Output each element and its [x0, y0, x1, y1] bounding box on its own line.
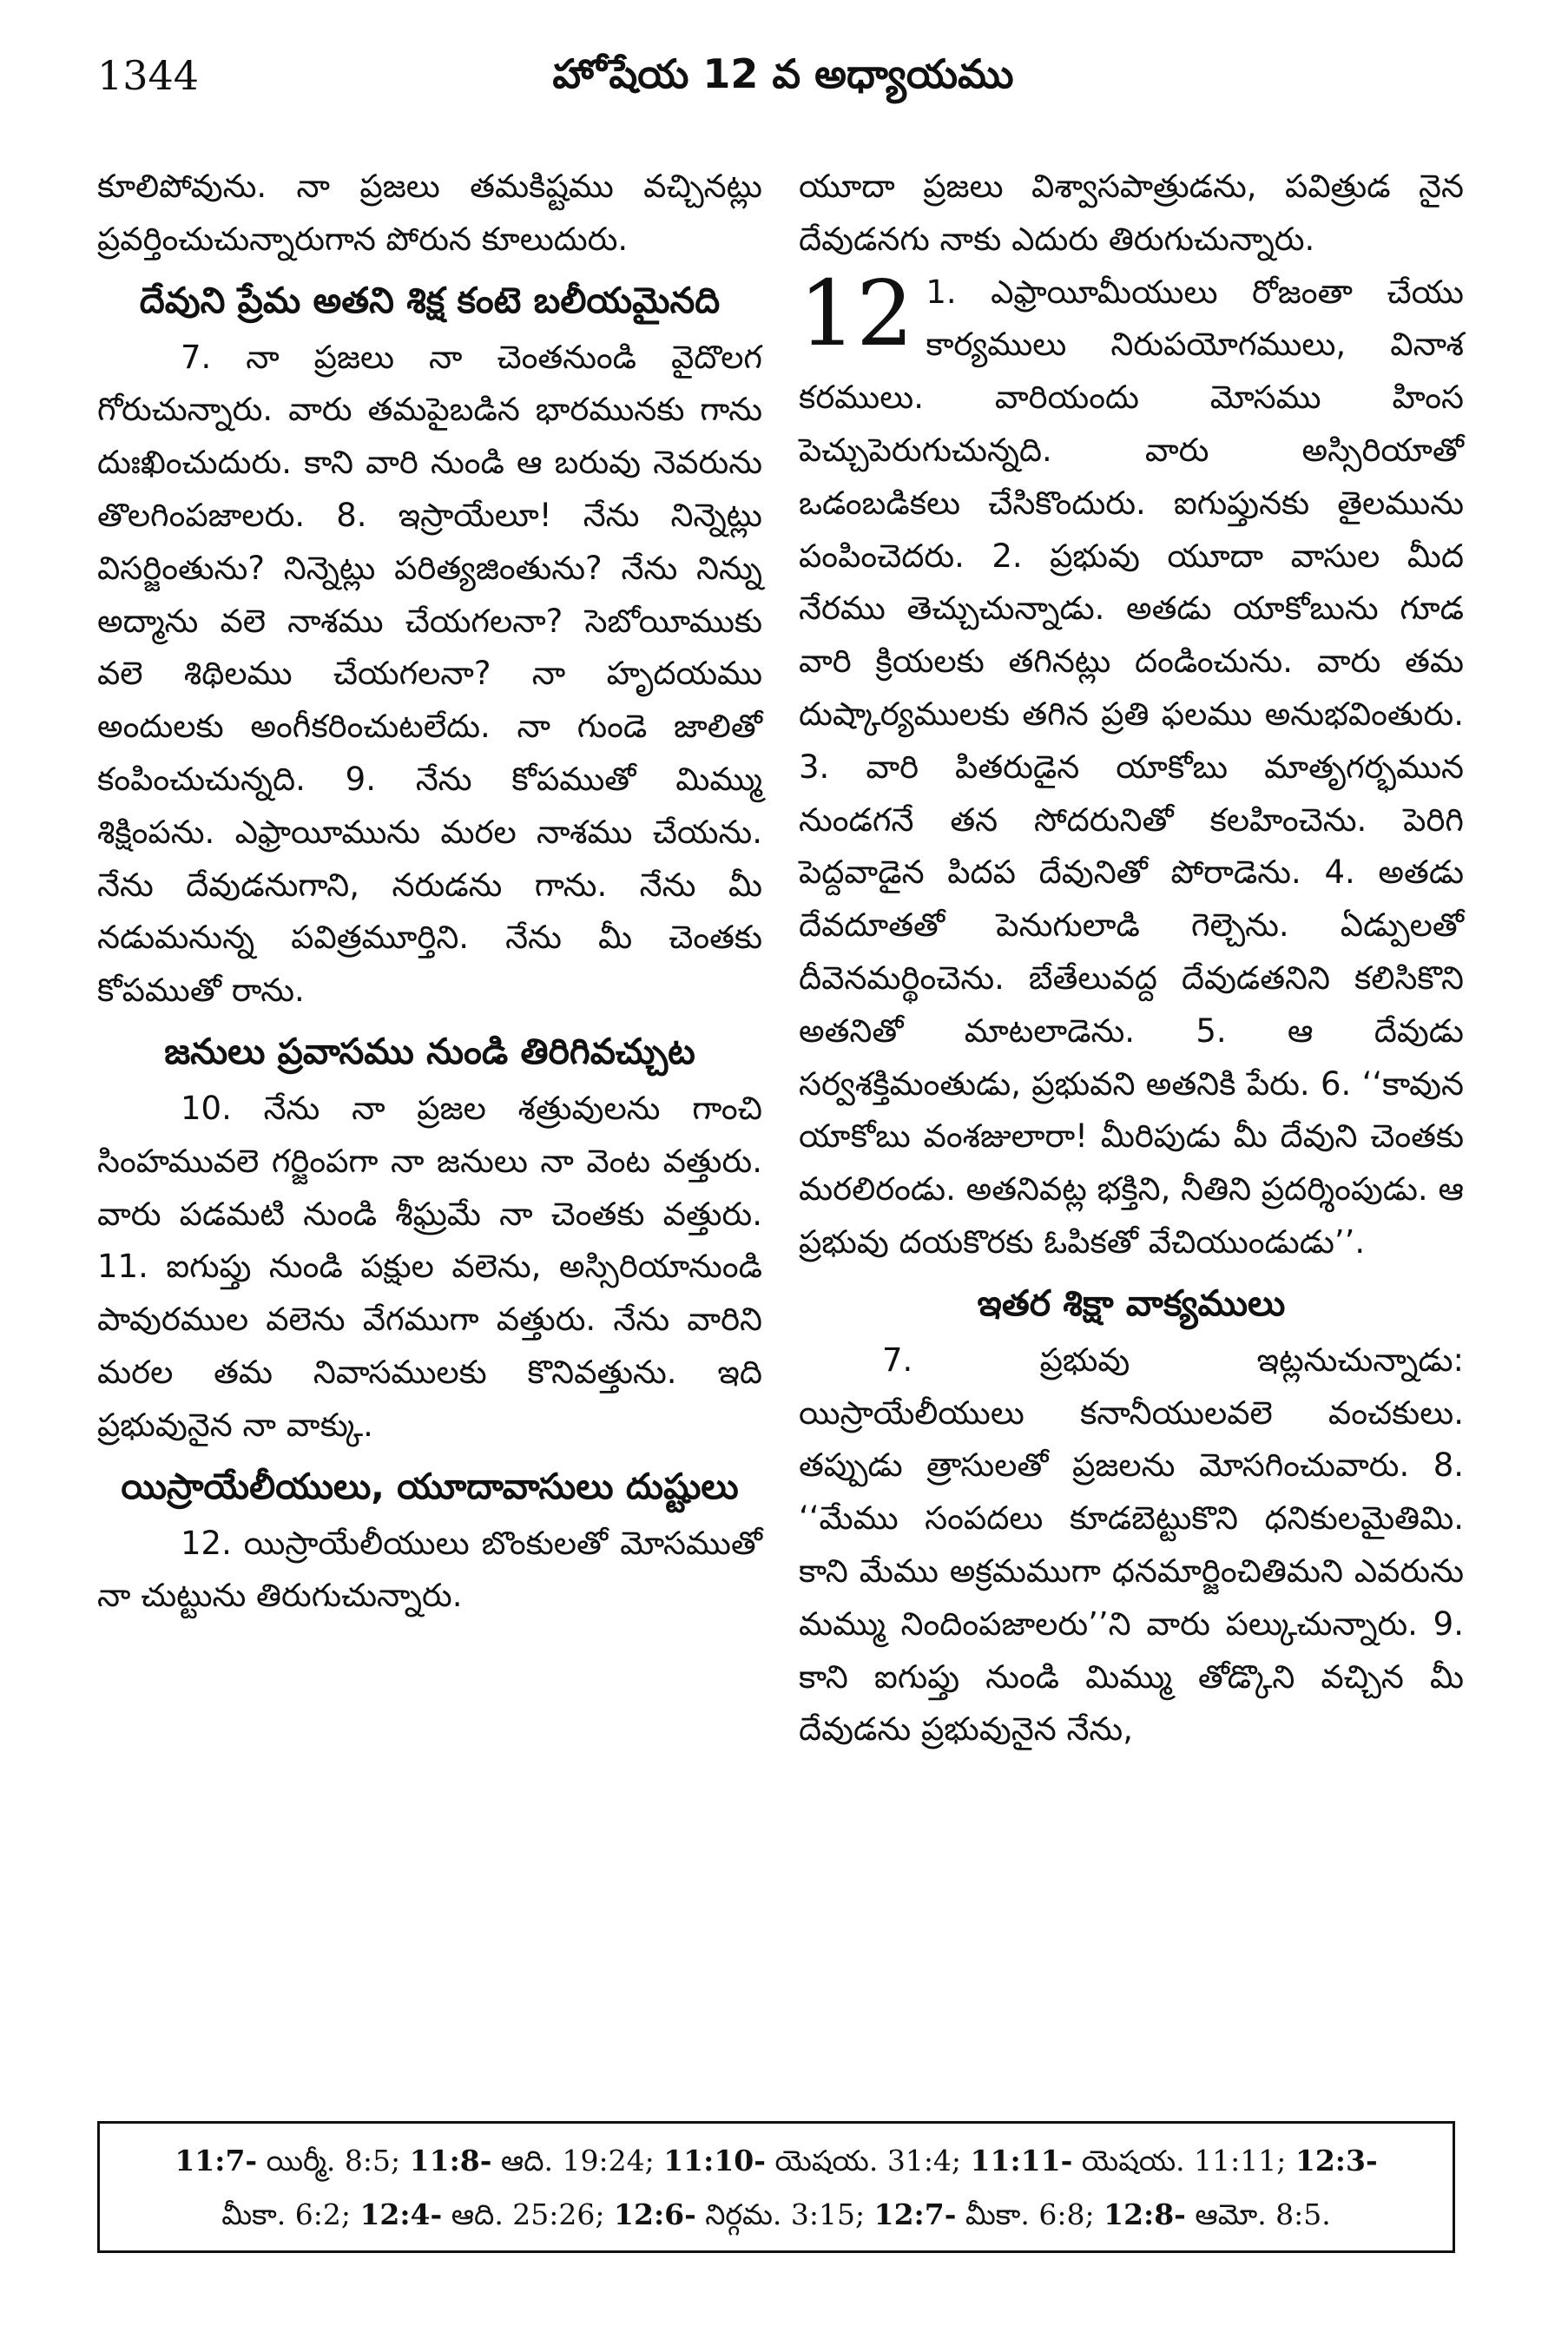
- paragraph: 7. ప్రభువు ఇట్లనుచున్నాడు: యిస్రాయేలీయులు కనానీయులవలె వంచకులు. తప్పుడు త్రాసులతో ప్రజలను మోసగించువారు. 8. ‘‘మేము సంపదలు కూడబెట్టుకొని ధనికులమైతిమి. కాని మేము అక్రమముగా ధనమార్జించితిమని ఎవరును మమ్ము నిందింపజాలరు’’ని వారు పల్కుచున్నారు. 9. కాని ఐగుప్తు నుండి మిమ్ము తోడ్కొని వచ్చిన మీ దేవుడను ప్రభువునైన నేను,: [799, 1341, 1464, 1749]
- section-heading: యిస్రాయేలీయులు, యూదావాసులు దుష్టులు: [121, 1465, 739, 1507]
- right-column: [799, 161, 1464, 1756]
- running-title: హోషేయ 12 వ అధ్యాయము: [552, 50, 1014, 97]
- footnote-text: యిర్మీ. 8:5;: [257, 2144, 410, 2177]
- footnote-text: నిర్గమ. 3:15;: [695, 2197, 874, 2231]
- paragraph: 12. యిస్రాయేలీయులు బొంకులతో మోసముతో నా చుట్టును తిరుగుచున్నారు.: [97, 1524, 762, 1615]
- footnote-ref: 11:7-: [175, 2144, 258, 2177]
- footnote-text: మీకా. 6:2;: [221, 2197, 360, 2231]
- section-heading: దేవుని ప్రేమ అతని శిక్ష కంటె బలీయమైనది: [139, 279, 721, 321]
- paragraph: 10. నేను నా ప్రజల శత్రువులను గాంచి సింహమువలె గర్జింపగా నా జనులు నా వెంట వత్తురు. వారు పడమటి నుండి శీఘ్రమే నా చెంతకు వత్తురు. 11. ఐగుప్తు నుండి పక్షుల వలెను, అస్సిరియానుండి పావురముల వలెను వేగముగా వత్తురు. నేను వారిని మరల తమ నివాసములకు కొనివత్తును. ఇది ప్రభువునైన నా వాక్కు.: [97, 1089, 762, 1444]
- paragraph: 7. నా ప్రజలు నా చెంతనుండి వైదొలగ గోరుచున్నారు. వారు తమపైబడిన భారమునకు గాను దుఃఖించుదురు. కాని వారి నుండి ఆ బరువు నెవరును తొలగింపజాలరు. 8. ఇస్రాయేలూ! నేను నిన్నెట్లు విసర్జింతును? నిన్నెట్లు పరిత్యజింతును? నేను నిన్ను అద్మాను వలె నాశము చేయగలనా? సెబోయీముకు వలె శిథిలము చేయగలనా? నా హృదయము అందులకు అంగీకరించుటలేదు. నా గుండె జాలితో కంపించుచున్నది. 9. నేను కోపముతో మిమ్ము శిక్షింపను. ఎఫ్రాయీమును మరల నాశము చేయను. నేను దేవుడనుగాని, నరుడను గాను. నేను మీ నడుమనున్న పవిత్రమూర్తిని. నేను మీ చెంతకు కోపముతో రాను.: [97, 338, 762, 1010]
- footnote-text: యెషయ. 31:4;: [765, 2144, 971, 2177]
- chapter-number: 12: [799, 260, 914, 366]
- page-number: 1344: [97, 52, 200, 99]
- footnote-text: ఆది. 25:26;: [442, 2197, 615, 2231]
- footnote-ref: 12:6-: [614, 2197, 696, 2231]
- footnotes-box: [97, 2121, 1455, 2253]
- footnote-line-1: [126, 2134, 1426, 2188]
- footnote-ref: 12:8-: [1104, 2197, 1186, 2231]
- paragraph: 1. ఎఫ్రాయీమీయులు రోజంతా చేయు కార్యములు నిరుపయోగములు, వినాశ కరములు. వారియందు మోసము హింస పెచ్చుపెరుగుచున్నది. వారు అస్సిరియాతో ఒడంబడికలు చేసికొందురు. ఐగుప్తునకు తైలమును పంపించెదరు. 2. ప్రభువు యూదా వాసుల మీద నేరము తెచ్చుచున్నాడు. అతడు యాకోబును గూడ వారి క్రియలకు తగినట్లు దండించును. వారు తమ దుష్కార్యములకు తగిన ప్రతి ఫలము అనుభవింతురు. 3. వారి పితరుడైన యాకోబు మాతృగర్భమున నుండగనే తన సోదరునితో కలహించెను. పెరిగి పెద్దవాడైన పిదప దేవునితో పోరాడెను. 4. అతడు దేవదూతతో పెనుగులాడి గెల్చెను. ఏడ్పులతో దీవెనమర్థించెను. బేతేలువద్ద దేవుడతనిని కలిసికొని అతనితో మాటలాడెను. 5. ఆ దేవుడు సర్వశక్తిమంతుడు, ప్రభువని అతనికి పేరు. 6. ‘‘కావున యాకోబు వంశజులారా! మీరిపుడు మీ దేవుని చెంతకు మరలిరండు. అతనివట్ల భక్తిని, నీతిని ప్రదర్శింపుడు. ఆ ప్రభువు దయకొరకు ఓపికతో వేచియుండుడు’’.: [799, 273, 1464, 1261]
- paragraph: యూదా ప్రజలు విశ్వాసపాత్రుడను, పవిత్రుడ నైన దేవుడనగు నాకు ఎదురు తిరుగుచున్నారు.: [799, 168, 1464, 258]
- footnote-line-2: [126, 2188, 1426, 2242]
- footnote-ref: 11:11-: [970, 2144, 1073, 2177]
- paragraph: కూలిపోవును. నా ప్రజలు తమకిష్టము వచ్చినట్లు ప్రవర్తించుచున్నారుగాన పోరున కూలుదురు.: [97, 168, 762, 258]
- footnote-ref: 12:3-: [1295, 2144, 1378, 2177]
- footnote-text: మీకా. 6:8;: [956, 2197, 1104, 2231]
- footnote-text: ఆది. 19:24;: [491, 2144, 664, 2177]
- section-heading: ఇతర శిక్షా వాక్యములు: [977, 1281, 1286, 1324]
- section-heading: జనులు ప్రవాసము నుండి తిరిగివచ్చుట: [164, 1030, 695, 1072]
- footnote-text: ఆమో. 8:5.: [1185, 2197, 1331, 2231]
- chapter-start: [799, 260, 1464, 1269]
- footnote-ref: 11:8-: [409, 2144, 492, 2177]
- footnote-ref: 12:7-: [873, 2197, 957, 2231]
- footnote-ref: 12:4-: [359, 2197, 443, 2231]
- page-header: [97, 45, 1469, 123]
- footnote-ref: 11:10-: [663, 2144, 766, 2177]
- footnote-text: యెషయ. 11:11;: [1072, 2144, 1295, 2177]
- left-column: [97, 161, 762, 1623]
